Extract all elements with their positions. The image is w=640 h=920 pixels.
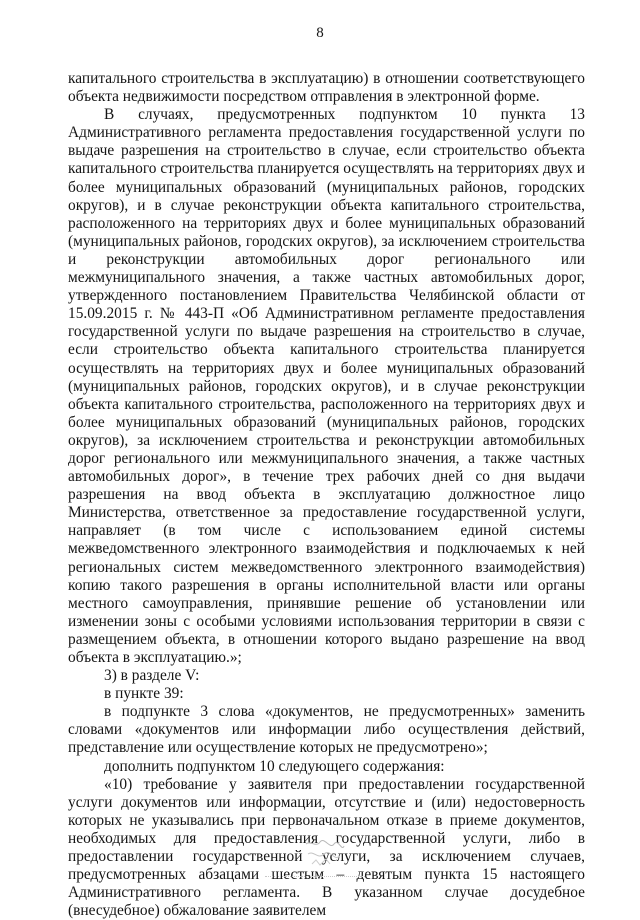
paragraph-6: дополнить подпунктом 10 следующего содержания: (104, 757, 445, 775)
paragraph-1: капитального строительства в эксплуатацию) в отношении соответствующего объекта недвижимости посредством отправления в электронной форме. (68, 70, 585, 106)
page-number: 8 (316, 25, 324, 41)
paragraph-5: в подпункте 3 слова «документов, не предусмотренных» заменить словами «документов или информации либо осуществления действий, представление или осуществление которых не предусмотрено»; (68, 703, 585, 757)
paragraph-7: «10) требование у заявителя при предоставлении государственной услуги документов или информации, отсутствие и (или) недостоверность которых не указывались при первоначальном отказе в приеме документов, необходимых для предоставления государственной услуги, либо в предоставлении государственной услуги, за исключением случаев, предусмотренных абзацами шестым – девятым пункта 15 настоящего Административного регламента. В указанном случае досудебное (внесудебное) обжалование заявителем (68, 775, 585, 920)
stamp-scribble-mark (300, 838, 350, 868)
paragraph-3: 3) в разделе V: (104, 667, 200, 685)
footer-faint-marks (265, 876, 365, 881)
document-body (68, 70, 585, 920)
paragraph-2: В случаях, предусмотренных подпунктом 10 пункта 13 Административного регламента предоставления государственной услуги по выдаче разрешения на строительство в случае, если строительство объекта капитального строительства планируется осуществлять на территориях двух и более муниципальных образований (муниципальных районов, городских округов), и в случае реконструкции объекта капитального строительства, расположенного на территориях двух и более муниципальных образований (муниципальных районов, городских округов), за исключением строительства и реконструкции автомобильных дорог регионального или межмуниципального значения, а также частных автомобильных дорог, утвержденного постановлением Правительства Челябинской области от 15.09.2015 г. № 443-П «Об Административном регламенте предоставления государственной услуги по выдаче разрешения на строительство в случае, если строительство объекта капитального строительства планируется осуществлять на территориях двух и более муниципальных образований (муниципальных районов, городских округов), и в случае реконструкции объекта капитального строительства, расположенного на территориях двух и более муниципальных образований (муниципальных районов, городских округов), за исключением строительства и реконструкции автомобильных дорог регионального или межмуниципального значения, а также частных автомобильных дорог», в течение трех рабочих дней со дня выдачи разрешения на ввод объекта в эксплуатацию должностное лицо Министерства, ответственное за предоставление государственной услуги, направляет (в том числе с использованием единой системы межведомственного электронного взаимодействия и подключаемых к ней региональных систем межведомственного электронного взаимодействия) копию такого разрешения в органы исполнительной власти или органы местного самоуправления, принявшие решение об установлении или изменении зоны с особыми условиями использования территории в связи с размещением объекта, в отношении которого выдано разрешение на ввод объекта в эксплуатацию.»; (68, 106, 585, 666)
paragraph-4: в пункте 39: (104, 685, 184, 703)
